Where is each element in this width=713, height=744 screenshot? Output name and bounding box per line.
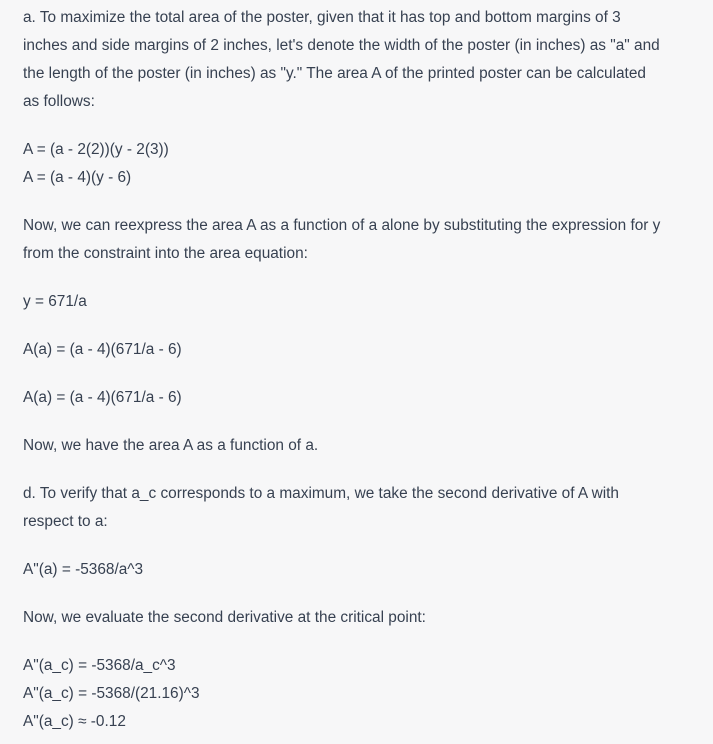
text-line: from the constraint into the area equation: (23, 245, 308, 262)
text-line: as follows: (23, 93, 95, 110)
equation-area-function-1 (23, 336, 689, 364)
spacer (23, 584, 689, 604)
spacer (23, 536, 689, 556)
paragraph-evaluate (23, 604, 689, 632)
spacer (23, 632, 689, 652)
equation-line: A"(a) = -5368/a^3 (23, 561, 144, 578)
text-line: respect to a: (23, 513, 108, 530)
spacer (23, 460, 689, 480)
spacer (23, 268, 689, 288)
spacer (23, 116, 689, 136)
text-line: the length of the poster (in inches) as "y." The area A of the printed poster can be calculated (23, 65, 646, 82)
paragraph-part-a (23, 4, 689, 116)
spacer (23, 364, 689, 384)
text-line: Now, we evaluate the second derivative at the critical point: (23, 609, 426, 626)
equation-area (23, 136, 689, 192)
spacer (23, 192, 689, 212)
equation-area-function-2 (23, 384, 689, 412)
equation-line: y = 671/a (23, 293, 87, 310)
text-line: inches and side margins of 2 inches, let's denote the width of the poster (in inches) as "a" and (23, 37, 660, 54)
equation-line: A(a) = (a - 4)(671/a - 6) (23, 341, 182, 358)
text-line: d. To verify that a_c corresponds to a maximum, we take the second derivative of A with (23, 485, 619, 502)
paragraph-part-d (23, 480, 689, 536)
text-line: Now, we can reexpress the area A as a function of a alone by substituting the expression for y (23, 217, 661, 234)
text-line: a. To maximize the total area of the poster, given that it has top and bottom margins of 3 (23, 9, 621, 26)
spacer (23, 316, 689, 336)
equation-second-derivative (23, 556, 689, 584)
equation-line: A"(a_c) = -5368/(21.16)^3 (23, 685, 200, 702)
equation-line: A = (a - 2(2))(y - 2(3)) (23, 141, 169, 158)
equation-evaluation (23, 652, 689, 736)
equation-y (23, 288, 689, 316)
spacer (23, 412, 689, 432)
paragraph-function-of-a (23, 432, 689, 460)
equation-line: A(a) = (a - 4)(671/a - 6) (23, 389, 182, 406)
text-line: Now, we have the area A as a function of a. (23, 437, 319, 454)
equation-line: A"(a_c) = -5368/a_c^3 (23, 657, 176, 674)
equation-line: A = (a - 4)(y - 6) (23, 169, 132, 186)
equation-line: A"(a_c) ≈ -0.12 (23, 713, 126, 730)
paragraph-reexpress (23, 212, 689, 268)
